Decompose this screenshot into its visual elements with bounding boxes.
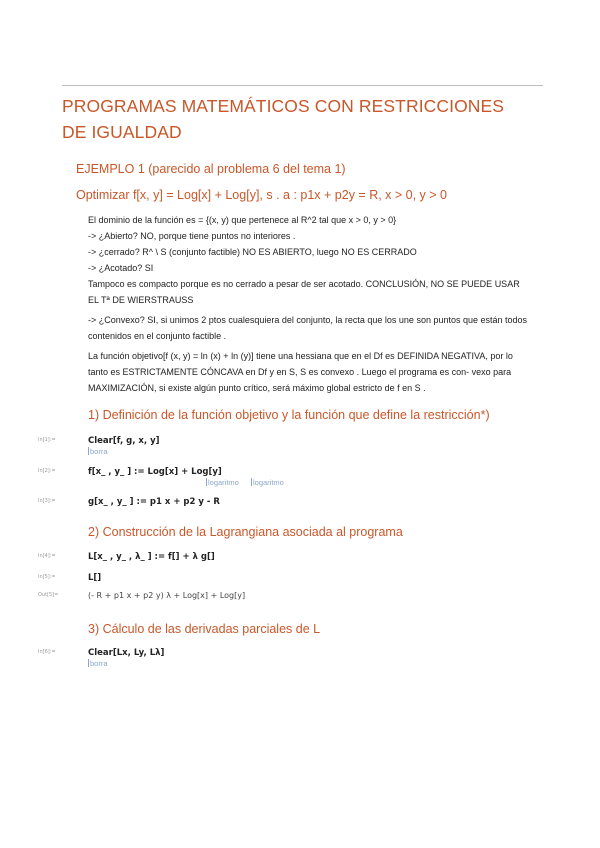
paragraph: El dominio de la función es = {(x, y) que pertenece al R^2 tal que x > 0, y > 0} — [88, 215, 397, 225]
cell-label: In[3]:= — [38, 498, 56, 504]
cell-label: In[2]:= — [38, 468, 56, 474]
cell-code[interactable]: f[x_ , y_ ] := Log[x] + Log[y] — [88, 467, 222, 477]
cell-output: (- R + p1 x + p2 y) λ + Log[x] + Log[y] — [88, 591, 246, 600]
cell-code[interactable]: Clear[Lx, Ly, Lλ] — [88, 648, 165, 658]
input-cell[interactable] — [38, 436, 558, 450]
cell-code[interactable]: L[x_ , y_ , λ_ ] := f[] + λ g[] — [88, 552, 215, 562]
autocomplete-hint: borra — [90, 659, 108, 668]
example-heading: EJEMPLO 1 (parecido al problema 6 del tema 1) — [76, 162, 346, 176]
input-cell[interactable] — [38, 648, 558, 662]
input-cell[interactable] — [38, 573, 558, 587]
paragraph: -> ¿Convexo? SI, si unimos 2 ptos cualesquiera del conjunto, la recta que los une son puntos que están todos contenidos en el conjunto factible . — [88, 315, 528, 341]
cell-code[interactable]: L[] — [88, 573, 102, 583]
cell-label: In[5]:= — [38, 574, 56, 580]
section-2-heading: 2) Construcción de la Lagrangiana asociada al programa — [88, 525, 403, 539]
autocomplete-hint: logaritmo — [208, 478, 239, 487]
input-cell[interactable] — [38, 552, 558, 566]
cell-code[interactable]: g[x_ , y_ ] := p1 x + p2 y - R — [88, 497, 220, 507]
analysis-text — [88, 212, 528, 396]
paragraph: La función objetivo[f (x, y) = ln (x) + ln (y)] tiene una hessiana que en el Df es DEFINIDA NEGATIVA, por lo tanto es ESTRICTAMENTE CÓNCAVA en Df y en S, S es convexo . Luego el programa es con- vexo para MAXIMIZACIÓN, si existe algún punto crítico, será máximo global estricto de f en S . — [88, 351, 513, 393]
cell-label: In[4]:= — [38, 553, 56, 559]
section-3-heading: 3) Cálculo de las derivadas parciales de L — [88, 622, 321, 636]
paragraph: -> ¿Abierto? NO, porque tiene puntos no interiores . — [88, 231, 296, 241]
cell-label: In[6]:= — [38, 649, 56, 655]
cell-label: In[1]:= — [38, 437, 56, 443]
cell-label: Out[5]= — [38, 592, 59, 598]
paragraph: -> ¿Acotado? SI — [88, 263, 154, 273]
paragraph: -> ¿cerrado? R^ \ S (conjunto factible) NO ES ABIERTO, luego NO ES CERRADO — [88, 247, 417, 257]
autocomplete-hint: logaritmo — [253, 478, 284, 487]
input-cell[interactable] — [38, 467, 558, 481]
top-rule — [62, 85, 543, 86]
cell-code[interactable]: Clear[f, g, x, y] — [88, 436, 160, 446]
autocomplete-hint: borra — [90, 447, 108, 456]
problem-statement: Optimizar f[x, y] = Log[x] + Log[y], s . a : p1x + p2y = R, x > 0, y > 0 — [76, 188, 448, 202]
page-title: PROGRAMAS MATEMÁTICOS CON RESTRICCIONES DE IGUALDAD — [62, 96, 505, 142]
output-cell — [38, 591, 558, 605]
paragraph: Tampoco es compacto porque es no cerrado a pesar de ser acotado. CONCLUSIÓN, NO SE PUEDE USAR EL Tª DE WIERSTRAUSS — [88, 279, 520, 305]
section-1-heading: 1) Definición de la función objetivo y la función que define la restricción*) — [88, 408, 490, 422]
input-cell[interactable] — [38, 497, 558, 511]
